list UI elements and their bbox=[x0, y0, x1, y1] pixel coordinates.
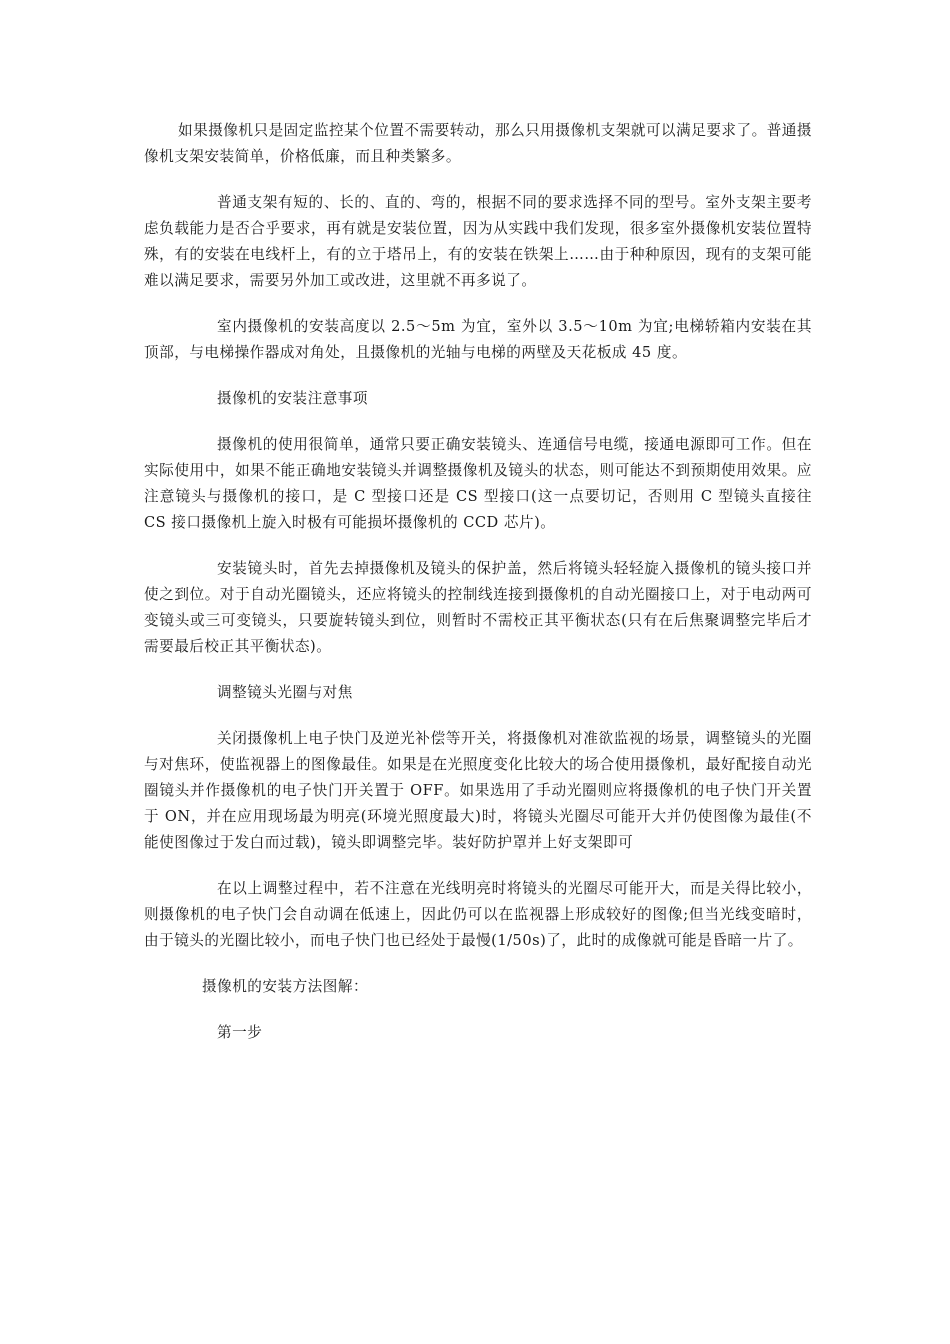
paragraph-lens-mounting: 安装镜头时，首先去掉摄像机及镜头的保护盖，然后将镜头轻轻旋入摄像机的镜头接口并使之到位。对于自动光圈镜头，还应将镜头的控制线连接到摄像机的自动光圈接口上，对于电动两可变镜头或三可变镜头，只要旋转镜头到位，则暂时不需校正其平衡状态(只有在后焦聚调整完毕后才需要最后校正其平衡状态)。 bbox=[144, 560, 812, 655]
paragraph-camera-bracket-intro: 如果摄像机只是固定监控某个位置不需要转动，那么只用摄像机支架就可以满足要求了。普通摄像机支架安装简单，价格低廉，而且种类繁多。 bbox=[144, 122, 812, 165]
document-body bbox=[144, 118, 812, 1066]
paragraph-adjustment-caution: 在以上调整过程中，若不注意在光线明亮时将镜头的光圈尽可能开大，而是关得比较小，则摄像机的电子快门会自动调在低速上，因此仍可以在监视器上形成较好的图像;但当光线变暗时，由于镜头的光圈比较小，而电子快门也已经处于最慢(1/50s)了，此时的成像就可能是昏暗一片了。 bbox=[144, 880, 812, 949]
section-heading-aperture-focus: 调整镜头光圈与对焦 bbox=[217, 684, 353, 701]
paragraph-bracket-types: 普通支架有短的、长的、直的、弯的，根据不同的要求选择不同的型号。室外支架主要考虑负载能力是否合乎要求，再有就是安装位置，因为从实践中我们发现，很多室外摄像机安装位置特殊，有的安装在电线杆上，有的立于塔吊上，有的安装在铁架上……由于种种原因，现有的支架可能难以满足要求，需要另外加工或改进，这里就不再多说了。 bbox=[144, 194, 812, 289]
paragraph-lens-interface: 摄像机的使用很简单，通常只要正确安装镜头、连通信号电缆，接通电源即可工作。但在实际使用中，如果不能正确地安装镜头并调整摄像机及镜头的状态，则可能达不到预期使用效果。应注意镜头与摄像机的接口，是 C 型接口还是 CS 型接口(这一点要切记，否则用 C 型镜头直接往 CS 接口摄像机上旋入时极有可能损坏摄像机的 CCD 芯片)。 bbox=[144, 436, 812, 531]
paragraph-adjustment-procedure: 关闭摄像机上电子快门及逆光补偿等开关，将摄像机对准欲监视的场景，调整镜头的光圈与对焦环，使监视器上的图像最佳。如果是在光照度变化比较大的场合使用摄像机，最好配接自动光圈镜头并作摄像机的电子快门开关置于 OFF。如果选用了手动光圈则应将摄像机的电子快门开关置于 ON，并在应用现场最为明亮(环境光照度最大)时，将镜头光圈尽可能开大并仍使图像为最佳(不能使图像过于发白而过载)，镜头即调整完毕。装好防护罩并上好支架即可 bbox=[144, 730, 812, 851]
paragraph-install-height: 室内摄像机的安装高度以 2.5～5m 为宜，室外以 3.5～10m 为宜;电梯轿箱内安装在其顶部，与电梯操作器成对角处，且摄像机的光轴与电梯的两壁及天花板成 45 度。 bbox=[144, 318, 812, 361]
step-label-first: 第一步 bbox=[217, 1024, 263, 1041]
section-label-illustrated-method: 摄像机的安装方法图解： bbox=[202, 978, 369, 995]
section-heading-install-notes: 摄像机的安装注意事项 bbox=[217, 390, 368, 407]
